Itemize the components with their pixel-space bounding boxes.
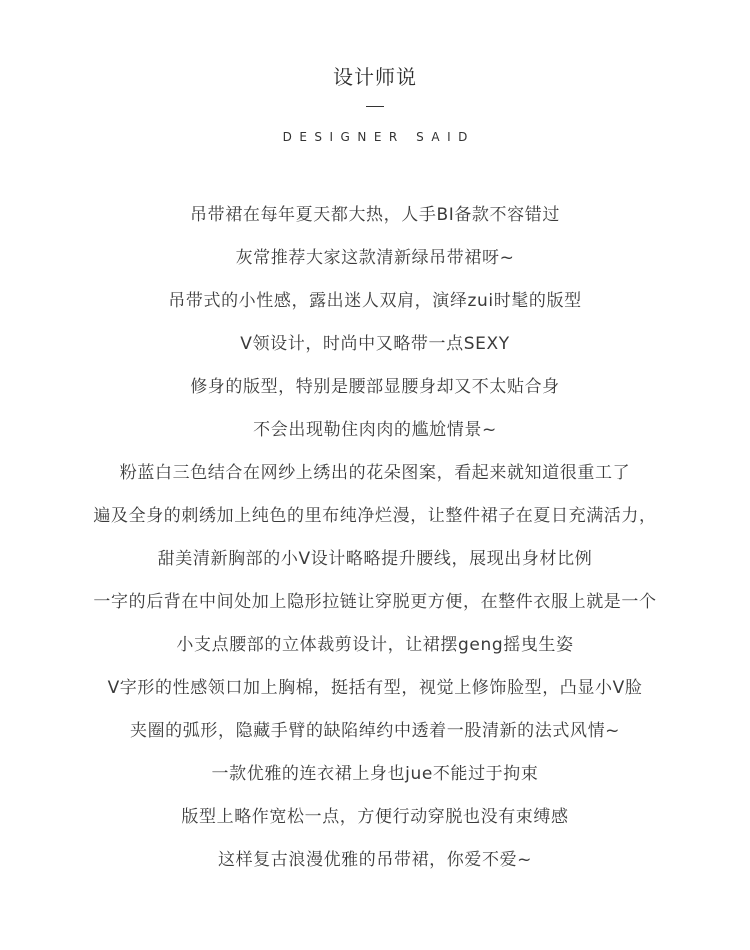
- description-line: V字形的性感领口加上胸棉，挺括有型，视觉上修饰脸型，凸显小V脸: [107, 678, 643, 698]
- description-line: 遍及全身的刺绣加上纯色的里布纯净烂漫，让整件裙子在夏日充满活力，: [93, 506, 657, 526]
- description-line: 修身的版型，特别是腰部显腰身却又不太贴合身: [190, 377, 560, 397]
- description-line: 粉蓝白三色结合在网纱上绣出的花朵图案，看起来就知道很重工了: [119, 463, 631, 483]
- description-line: 吊带裙在每年夏天都大热，人手BI备款不容错过: [190, 205, 560, 225]
- description-line: 一款优雅的连衣裙上身也jue不能过于拘束: [211, 764, 539, 784]
- description-line: 版型上略作宽松一点，方便行动穿脱也没有束缚感: [181, 807, 569, 827]
- title-divider: [366, 106, 384, 107]
- description-line: 灰常推荐大家这款清新绿吊带裙呀~: [235, 248, 515, 268]
- description-line: 不会出现勒住肉肉的尴尬情景~: [253, 420, 497, 440]
- description-line: 甜美清新胸部的小V设计略略提升腰线，展现出身材比例: [157, 549, 593, 569]
- description-line: 这样复古浪漫优雅的吊带裙，你爱不爱~: [217, 850, 533, 870]
- description-text-block: [0, 199, 750, 887]
- description-line: 吊带式的小性感，露出迷人双肩，演绎zui时髦的版型: [168, 291, 582, 311]
- description-line: 夹圈的弧形，隐藏手臂的缺陷绰约中透着一股清新的法式风情~: [129, 721, 621, 741]
- description-line: 小支点腰部的立体裁剪设计，让裙摆geng摇曳生姿: [176, 635, 574, 655]
- section-subtitle: DESIGNER SAID: [282, 130, 475, 144]
- section-title: 设计师说: [333, 65, 417, 89]
- description-line: V领设计，时尚中又略带一点SEXY: [240, 334, 510, 354]
- description-line: 一字的后背在中间处加上隐形拉链让穿脱更方便，在整件衣服上就是一个: [93, 592, 657, 612]
